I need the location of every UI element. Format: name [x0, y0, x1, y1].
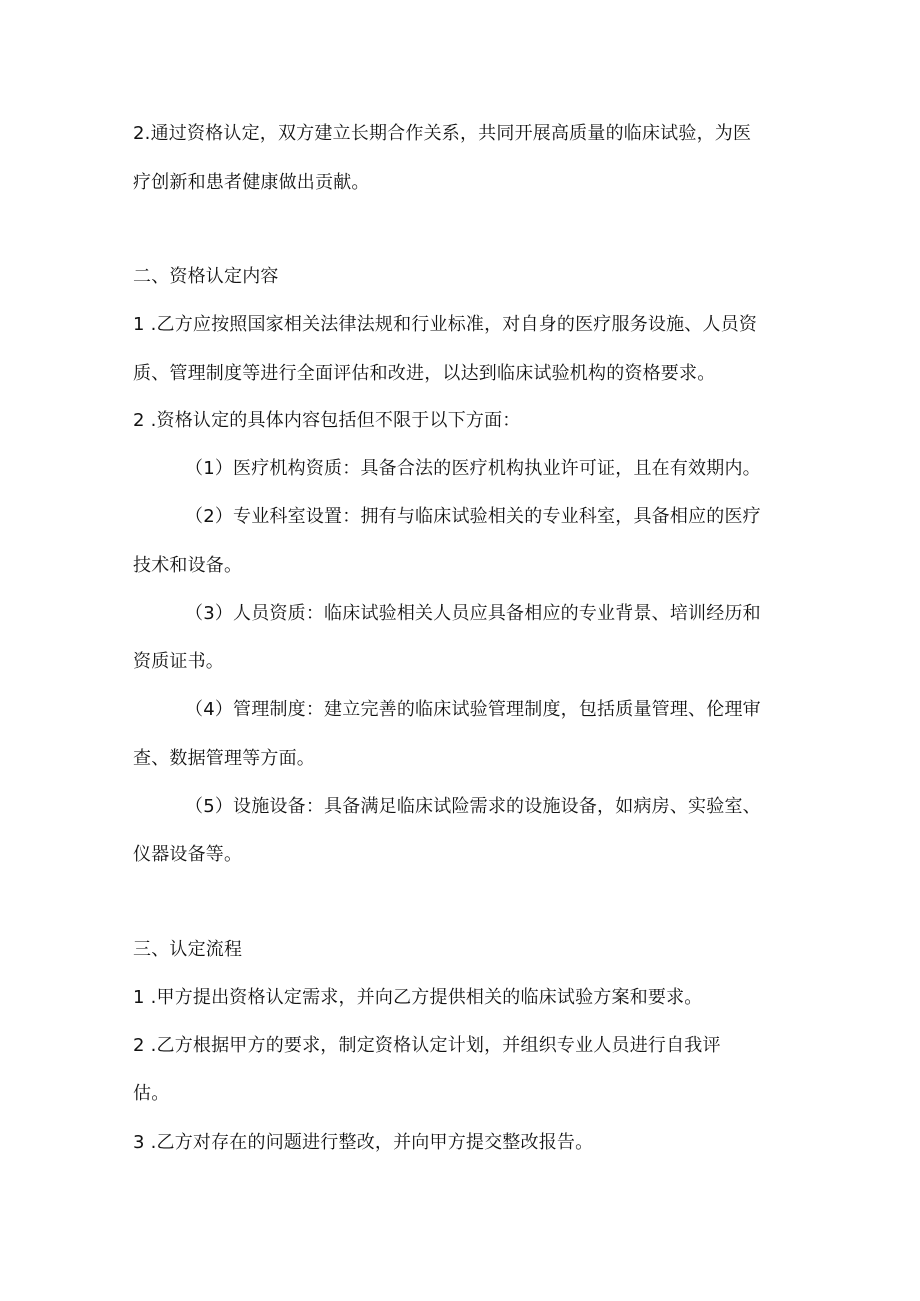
section-heading: 三、认定流程: [133, 939, 243, 960]
list-item-continuation: 查、数据管理等方面。: [133, 748, 315, 769]
paragraph-line: 3 .乙方对存在的问题进行整改，并向甲方提交整改报告。: [133, 1132, 594, 1153]
paragraph-line: 1 .乙方应按照国家相关法律法规和行业标准，对自身的医疗服务设施、人员资: [133, 314, 758, 335]
list-item-line: （1）医疗机构资质：具备合法的医疗机构执业许可证，且在有效期内。: [185, 458, 761, 479]
paragraph-line: 2.通过资格认定，双方建立长期合作关系，共同开展高质量的临床试验，为医: [133, 123, 752, 144]
paragraph-line: 疗创新和患者健康做出贡献。: [133, 172, 370, 193]
paragraph-line: 质、管理制度等进行全面评估和改进，以达到临床试验机构的资格要求。: [133, 363, 716, 384]
list-item-line: （5）设施设备：具备满足临床试险需求的设施设备，如病房、实验室、: [185, 796, 761, 817]
list-item-continuation: 仪器设备等。: [133, 844, 243, 865]
list-item-line: （4）管理制度：建立完善的临床试验管理制度，包括质量管理、伦理审: [185, 699, 761, 720]
list-item-continuation: 资质证书。: [133, 651, 224, 672]
section-heading: 二、资格认定内容: [133, 266, 279, 287]
paragraph-line: 2 .乙方根据甲方的要求，制定资格认定计划，并组织专业人员进行自我评: [133, 1035, 721, 1056]
paragraph-line: 估。: [133, 1083, 170, 1104]
list-item-continuation: 技术和设备。: [133, 555, 243, 576]
paragraph-line: 1 .甲方提出资格认定需求，并向乙方提供相关的临床试验方案和要求。: [133, 987, 703, 1008]
list-item-line: （2）专业科室设置：拥有与临床试验相关的专业科室，具备相应的医疗: [185, 506, 761, 527]
paragraph-line: 2 .资格认定的具体内容包括但不限于以下方面：: [133, 410, 521, 431]
list-item-line: （3）人员资质：临床试验相关人员应具备相应的专业背景、培训经历和: [185, 603, 761, 624]
